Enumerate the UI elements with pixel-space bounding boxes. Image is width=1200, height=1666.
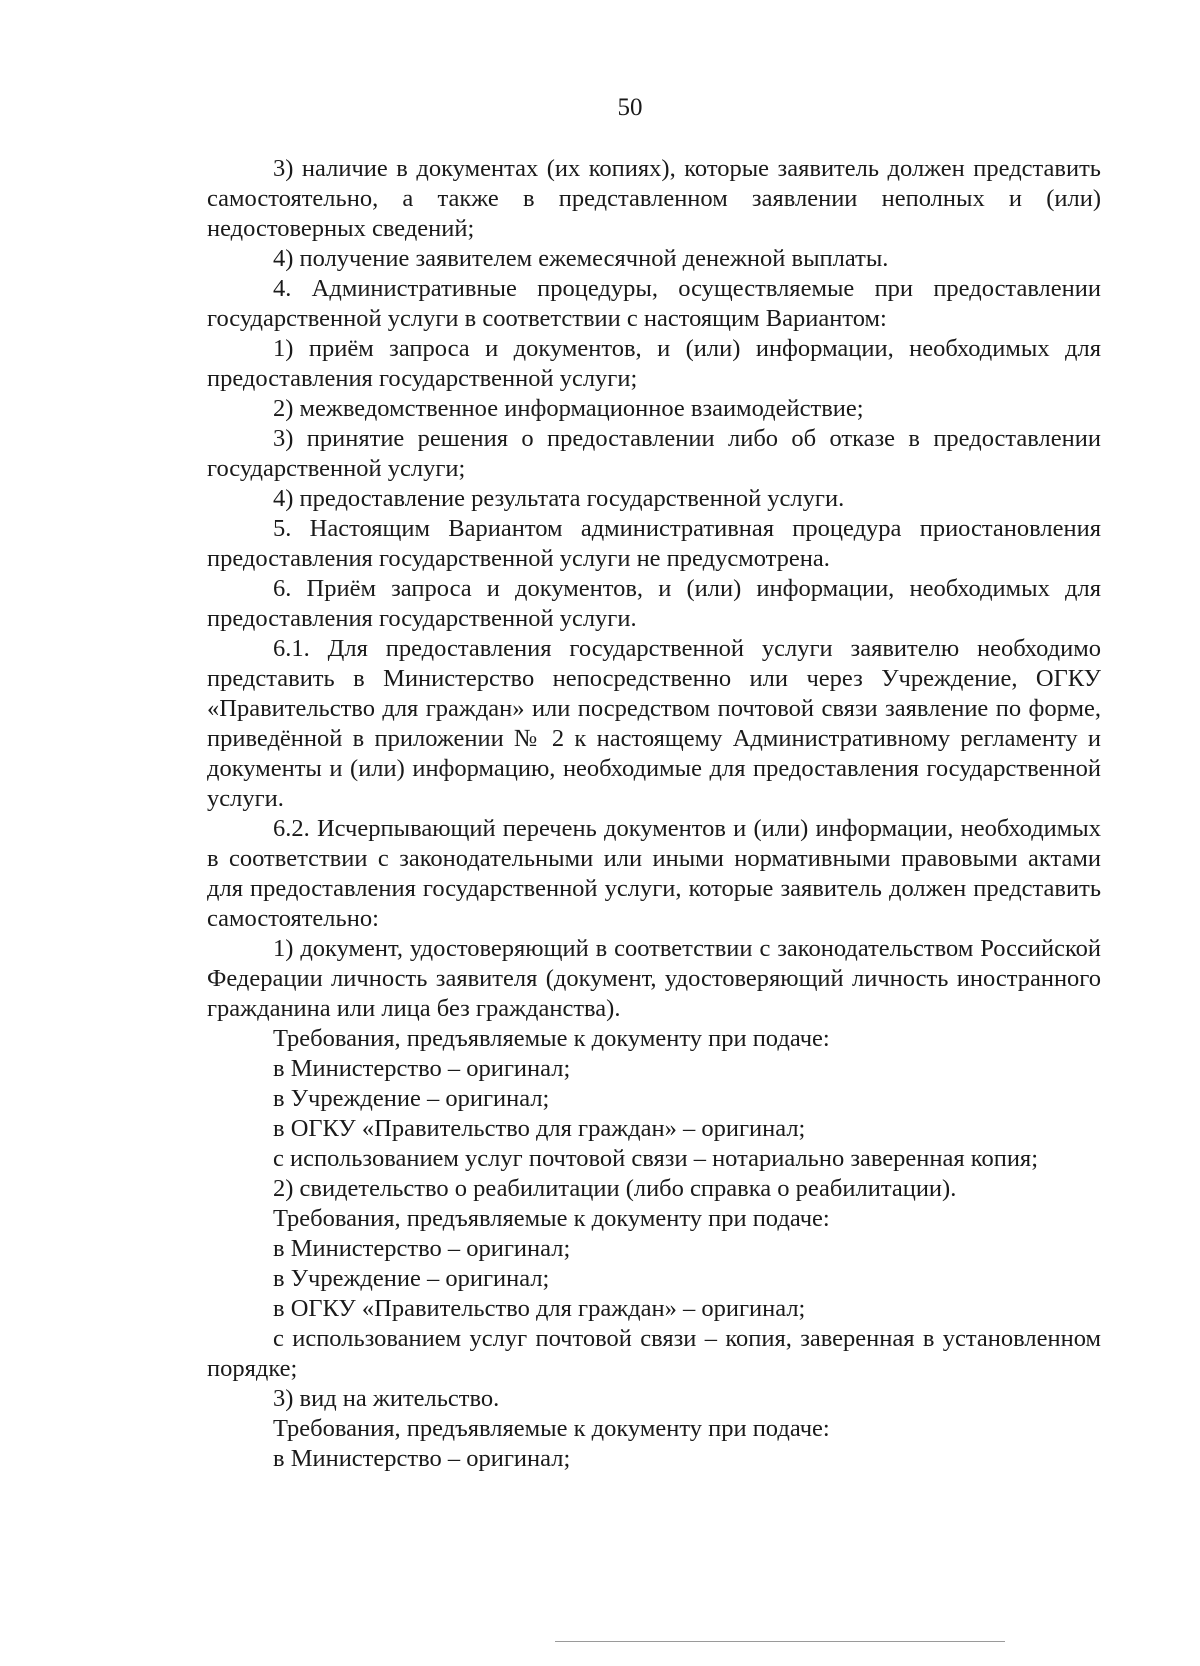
paragraph: Требования, предъявляемые к документу при подаче: [273,1025,830,1052]
page-number: 50 [617,94,643,121]
paragraph: в Министерство – оригинал; [273,1055,571,1082]
paragraph: Требования, предъявляемые к документу при подаче: [273,1415,830,1442]
paragraph: 2) межведомственное информационное взаимодействие; [273,395,864,422]
paragraph: 1) документ, удостоверяющий в соответствии с законодательством Российской Федерации личность заявителя (документ, удостоверяющий личность иностранного гражданина или лица без гражданства). [207,935,1101,1022]
paragraph: 6.2. Исчерпывающий перечень документов и (или) информации, необходимых в соответствии с законодательными или иными нормативными правовыми актами для предоставления государственной услуги, которые заявитель должен представить самостоятельно: [207,815,1101,932]
footer-divider [555,1641,1005,1642]
paragraph: в Министерство – оригинал; [273,1235,571,1262]
paragraph: с использованием услуг почтовой связи – нотариально заверенная копия; [273,1145,1039,1172]
paragraph: 2) свидетельство о реабилитации (либо справка о реабилитации). [273,1175,957,1202]
paragraph: 3) наличие в документах (их копиях), которые заявитель должен представить самостоятельно, а также в представленном заявлении неполных и (или) недостоверных сведений; [207,155,1101,242]
paragraph: 3) вид на жительство. [273,1385,500,1412]
paragraph: 4) предоставление результата государственной услуги. [273,485,845,512]
paragraph: в Учреждение – оригинал; [273,1265,550,1292]
paragraph: в Учреждение – оригинал; [273,1085,550,1112]
paragraph: с использованием услуг почтовой связи – копия, заверенная в установленном порядке; [207,1325,1101,1382]
paragraph: 4. Административные процедуры, осуществляемые при предоставлении государственной услуги в соответствии с настоящим Вариантом: [207,275,1101,332]
paragraph: в ОГКУ «Правительство для граждан» – оригинал; [273,1115,806,1142]
paragraph: 1) приём запроса и документов, и (или) информации, необходимых для предоставления государственной услуги; [207,335,1101,392]
paragraph: в Министерство – оригинал; [273,1445,571,1472]
paragraph: 3) принятие решения о предоставлении либо об отказе в предоставлении государственной услуги; [207,425,1101,482]
paragraph: в ОГКУ «Правительство для граждан» – оригинал; [273,1295,806,1322]
document-body [207,154,1101,1474]
paragraph: 6. Приём запроса и документов, и (или) информации, необходимых для предоставления государственной услуги. [207,575,1101,632]
paragraph: Требования, предъявляемые к документу при подаче: [273,1205,830,1232]
paragraph: 6.1. Для предоставления государственной услуги заявителю необходимо представить в Министерство непосредственно или через Учреждение, ОГКУ «Правительство для граждан» или посредством почтовой связи заявление по форме, приведённой в приложении № 2 к настоящему Административному регламенту и документы и (или) информацию, необходимые для предоставления государственной услуги. [207,635,1101,812]
paragraph: 4) получение заявителем ежемесячной денежной выплаты. [273,245,889,272]
paragraph: 5. Настоящим Вариантом административная процедура приостановления предоставления государственной услуги не предусмотрена. [207,515,1101,572]
